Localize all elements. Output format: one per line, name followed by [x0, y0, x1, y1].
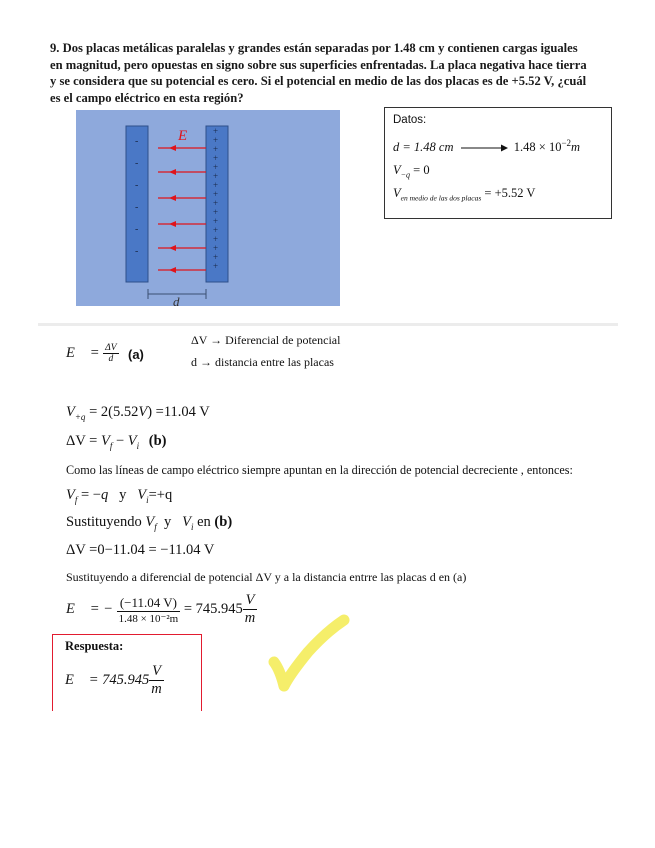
datos-vneg: $V_{-q} = 0$: [393, 163, 430, 180]
answer-value: E⃗ = 745.945 $\frac{V}{m}$: [65, 663, 162, 697]
plus-sign: +: [213, 243, 219, 253]
formula-a: E⃗ = $\frac{\Delta V}{d}$: [66, 343, 117, 364]
step-deltav: $\Delta V = V_f - V_i$ (b): [66, 433, 167, 451]
field-label: E⃗: [178, 128, 199, 144]
plus-sign: +: [213, 180, 219, 190]
legend-distance: d → distancia entre las placas: [191, 355, 334, 369]
arrow-right-icon: [459, 143, 509, 153]
step-vf: $V_f = -q$ y $V_i=+q$: [66, 487, 173, 505]
section-divider: [38, 323, 618, 326]
formula-a-tag: (a): [128, 347, 144, 362]
plus-sign: +: [213, 234, 219, 244]
step-text2: Sustituyendo a diferencial de potencial ΔV y a la distancia entrre las placas d en (a): [66, 570, 467, 584]
field-arrow: [158, 267, 206, 273]
plus-sign: +: [213, 126, 219, 136]
plus-sign: +: [213, 189, 219, 199]
checkmark-icon: [260, 612, 350, 694]
minus-sign: -: [135, 180, 139, 191]
step-text1: Como las líneas de campo eléctrico siempre apuntan en la dirección de potencial decreciente , entonces:: [66, 463, 573, 477]
plus-sign: +: [213, 207, 219, 217]
plus-sign: +: [213, 153, 219, 163]
field-arrow: [158, 245, 206, 251]
datos-vmid: $V_{en medio de las dos placas} = +5.52$ V: [393, 186, 536, 203]
step-sust-b: Sustituyendo $V_f$ y $V_i$ en (b): [66, 514, 233, 532]
answer-box: [52, 634, 202, 711]
positive-signs: [213, 126, 218, 271]
field-arrow: [158, 221, 206, 227]
capacitor-figure: [76, 110, 340, 306]
plus-sign: +: [213, 144, 219, 154]
minus-sign: -: [135, 136, 139, 147]
datos-distance: d = 1.48 cm $1.48 \times 10^{-2}m$: [393, 138, 581, 155]
plus-sign: +: [213, 261, 219, 271]
final-calculation: E⃗ = − $\frac{(-11.04 V)}{\text{1.48 × 10⁻²m}}$ = 745.945 $\frac{V}{m}$: [66, 592, 256, 626]
datos-title: Datos:: [393, 114, 427, 126]
plus-sign: +: [213, 171, 219, 181]
field-arrow: [158, 169, 206, 175]
minus-sign: -: [135, 224, 139, 235]
datos-box: [384, 107, 612, 219]
plus-sign: +: [213, 216, 219, 226]
minus-sign: -: [135, 202, 139, 213]
field-lines: [158, 145, 206, 273]
plates-diagram: [76, 110, 340, 306]
plus-sign: +: [213, 135, 219, 145]
plus-sign: +: [213, 225, 219, 235]
minus-sign: -: [135, 246, 139, 257]
legend-deltav: ΔV → Diferencial de potencial: [191, 333, 341, 347]
field-arrow: [158, 145, 206, 151]
distance-label: d: [173, 294, 180, 306]
plus-sign: +: [213, 162, 219, 172]
plus-sign: +: [213, 198, 219, 208]
field-arrow: [158, 195, 206, 201]
step-deltav-value: ΔV =0−11.04 = −11.04 V: [66, 542, 215, 558]
answer-label: Respuesta:: [65, 639, 124, 653]
minus-sign: -: [135, 158, 139, 169]
plus-sign: +: [213, 252, 219, 262]
problem-statement: 9. Dos placas metálicas paralelas y grandes están separadas por 1.48 cm y contienen cargas iguales en magnitud, pero opuestas en signo sobre sus superficies enfrentadas. La placa negativa hace tierra y se considera que su potencial es cero. Si el potencial en medio de las dos placas es de +5.52 V, ¿cuál es el campo eléctrico en esta región?: [50, 41, 587, 105]
step-vplus: $V_{+q} = 2(5.52V) =11.04$ V: [66, 404, 210, 422]
